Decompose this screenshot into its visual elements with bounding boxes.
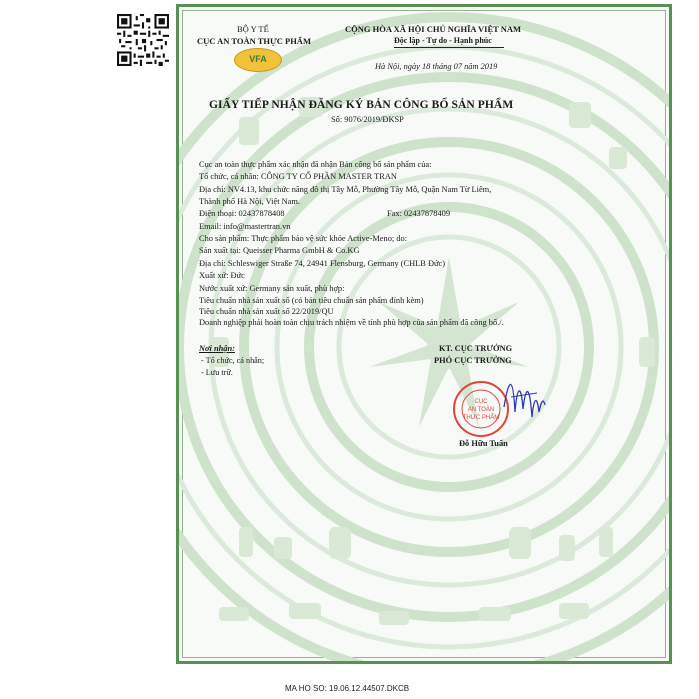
agency-label: CỤC AN TOÀN THỰC PHẨM	[197, 36, 311, 46]
email-text: Email: info@mastertran.vn	[199, 222, 291, 231]
product-text: Cho sản phẩm: Thực phẩm bảo vệ sức khỏe Active-Meno; do:	[199, 234, 408, 243]
svg-text:THỰC PHẨM: THỰC PHẨM	[462, 415, 500, 421]
republic-label: CỘNG HÒA XÃ HỘI CHỦ NGHĨA VIỆT NAM	[345, 24, 522, 34]
signature-title-1: KT. CỤC TRƯỞNG	[439, 344, 513, 353]
handwritten-signature	[499, 367, 549, 427]
fax-text: Fax: 02437878409	[387, 209, 451, 218]
motto-underline	[394, 47, 504, 48]
certificate-document	[176, 4, 672, 664]
dossier-code: MA HO SO: 19.06.12.44507.DKCB	[285, 684, 410, 693]
svg-text:AN TOÀN: AN TOÀN	[467, 407, 495, 413]
intro-text: Cục an toàn thực phẩm xác nhận đã nhận Bản công bố sản phẩm của:	[199, 160, 432, 169]
phone-text: Điện thoại: 02437878408	[199, 209, 285, 218]
standard-line-1: Tiêu chuẩn nhà sản xuất số (có bản tiêu chuẩn sản phẩm đính kèm)	[199, 296, 424, 305]
manufacturer-text: Sản xuất tại: Queisser Pharma GmbH & Co.KG	[199, 246, 360, 255]
document-title: GIẤY TIẾP NHẬN ĐĂNG KÝ BẢN CÔNG BỐ SẢN PHẨM	[209, 99, 514, 111]
svg-text:CỤC: CỤC	[474, 399, 488, 405]
document-number: Số: 9076/2019/ĐKSP	[331, 115, 404, 124]
recipients-heading: Nơi nhận:	[199, 344, 235, 353]
motto-label: Độc lập - Tự do - Hạnh phúc	[394, 36, 492, 45]
responsibility-text: Doanh nghiệp phải hoàn toàn chịu trách nhiệm về tính phù hợp của sản phẩm đã công bố./.	[199, 318, 504, 327]
signer-name: Đỗ Hữu Tuấn	[459, 439, 508, 448]
agency-logo	[234, 48, 282, 72]
recipient-item: - Lưu trữ.	[201, 368, 233, 377]
recipient-item: - Tổ chức, cá nhân;	[201, 356, 265, 365]
organization-text: Tổ chức, cá nhân: CÔNG TY CỔ PHẦN MASTER TRAN	[199, 172, 397, 181]
place-date: Hà Nội, ngày 18 tháng 07 năm 2019	[375, 62, 498, 71]
logo-text: VFA	[249, 54, 267, 64]
signature-title-2: PHÓ CỤC TRƯỞNG	[434, 356, 512, 365]
manufacturer-address: Địa chỉ: Schleswiger Straße 74, 24941 Flensburg, Germany (CHLB Đức)	[199, 259, 446, 268]
ministry-label: BỘ Y TẾ	[237, 24, 269, 34]
address-line-1: Địa chỉ: NV4.13, khu chức năng đô thị Tây Mỗ, Phường Tây Mỗ, Quận Nam Từ Liêm,	[199, 185, 492, 194]
origin-text: Xuất xứ: Đức	[199, 271, 245, 280]
address-line-2: Thành phố Hà Nội, Việt Nam.	[199, 197, 300, 206]
qr-code	[117, 14, 169, 66]
standard-line-2: Tiêu chuẩn nhà sản xuất số 22/2019/QU	[199, 307, 334, 316]
origin-country-text: Nước xuất xứ: Germany sản xuất, phù hợp:	[199, 284, 345, 293]
